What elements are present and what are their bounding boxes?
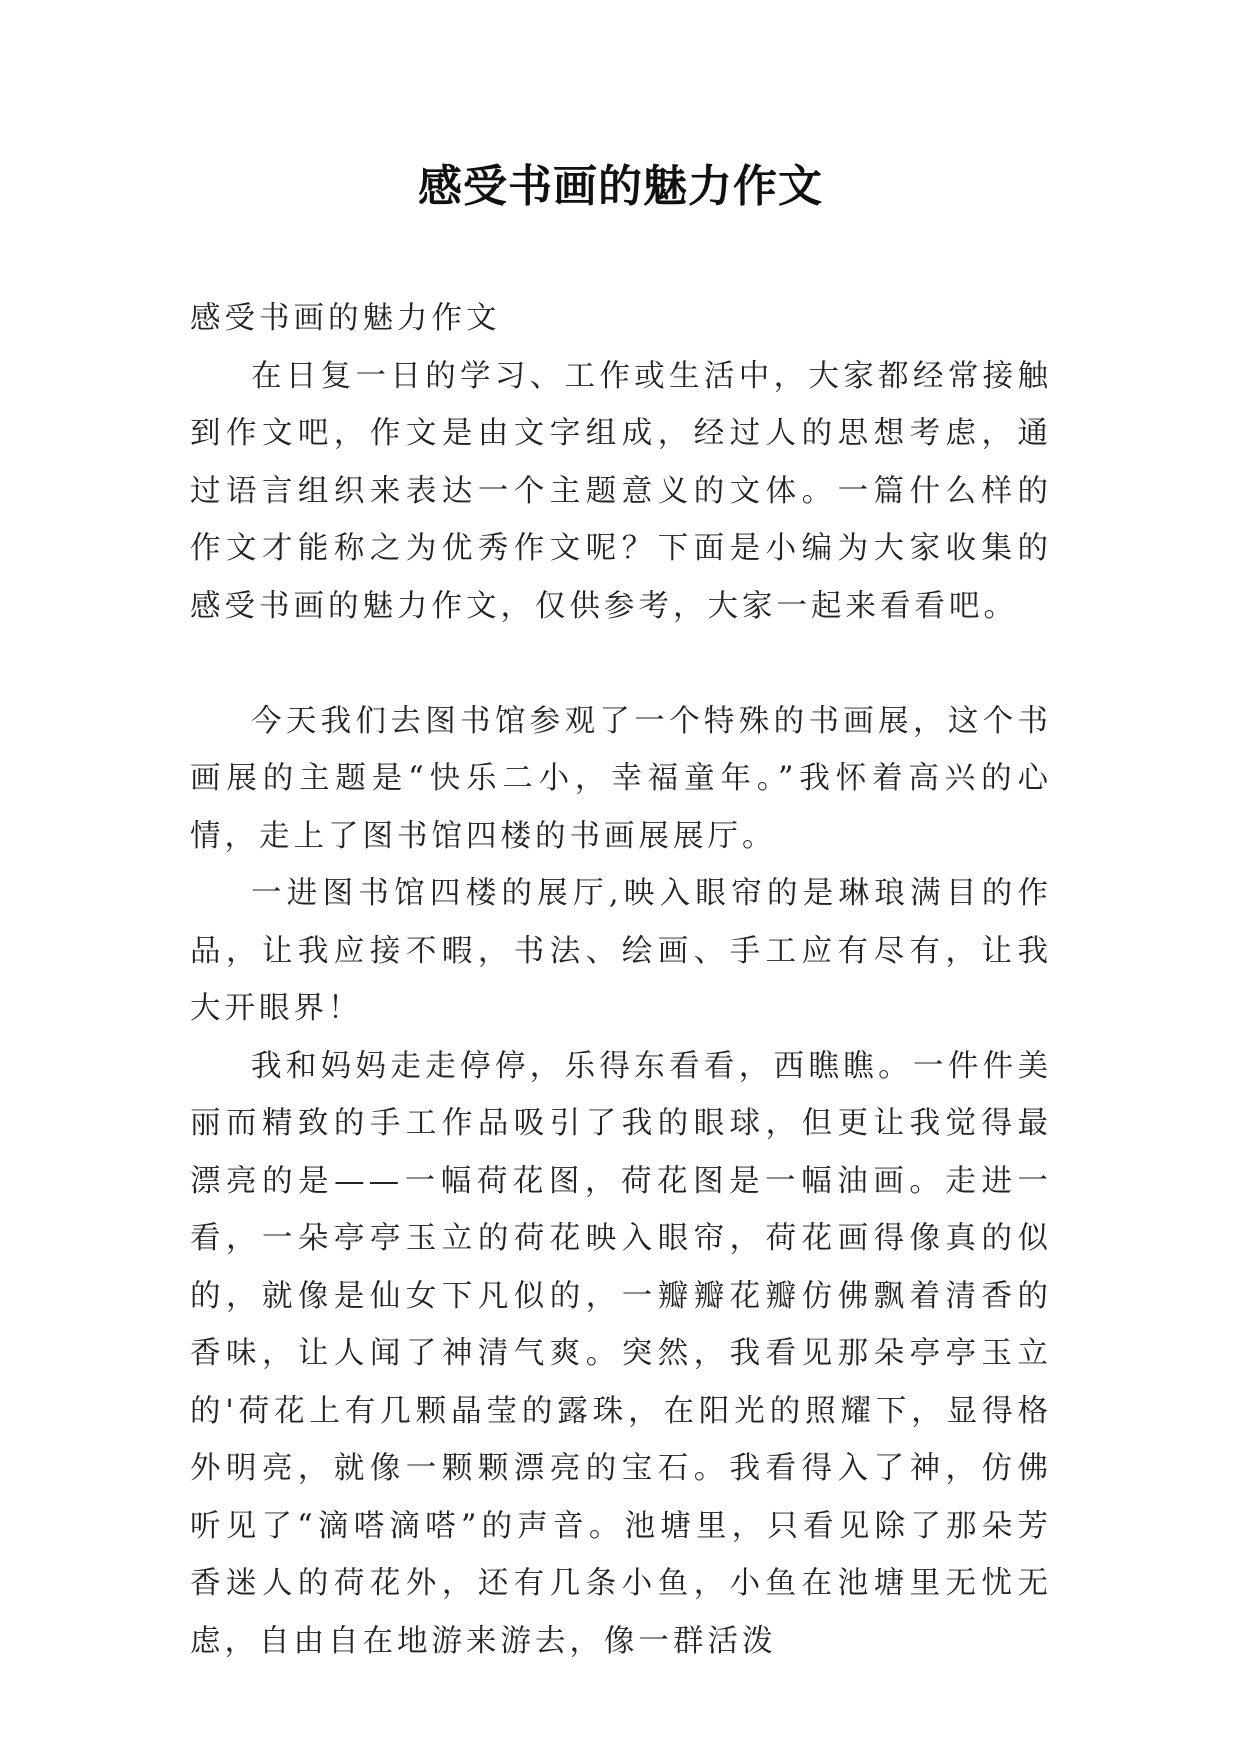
paragraph-library-visit: 今天我们去图书馆参观了一个特殊的书画展，这个书画展的主题是“快乐二小，幸福童年。”我怀着高兴的心情，走上了图书馆四楼的书画展展厅。 xyxy=(190,703,1052,854)
document-title: 感受书画的魅力作文 xyxy=(418,161,823,212)
paragraph-intro: 在日复一日的学习、工作或生活中，大家都经常接触到作文吧，作文是由文字组成，经过人的思想考虑，通过语言组织来表达一个主题意义的文体。一篇什么样的作文才能称之为优秀作文呢？下面是小编为大家收集的感受书画的魅力作文，仅供参考，大家一起来看看吧。 xyxy=(190,358,1052,624)
paragraph-spacer xyxy=(190,635,1052,693)
document-body xyxy=(190,290,1052,1670)
paragraph-exhibition-hall: 一进图书馆四楼的展厅,映入眼帘的是琳琅满目的作品，让我应接不暇，书法、绘画、手工应有尽有，让我大开眼界！ xyxy=(190,876,1052,1026)
paragraph-lotus-painting: 我和妈妈走走停停，乐得东看看，西瞧瞧。一件件美丽而精致的手工作品吸引了我的眼球，但更让我觉得最漂亮的是——一幅荷花图，荷花图是一幅油画。走进一看，一朵亭亭玉立的荷花映入眼帘，荷花画得像真的似的，就像是仙女下凡似的，一瓣瓣花瓣仿佛飘着清香的香味，让人闻了神清气爽。突然，我看见那朵亭亭玉立的'荷花上有几颗晶莹的露珠，在阳光的照耀下，显得格外明亮，就像一颗颗漂亮的宝石。我看得入了神，仿佛听见了“滴嗒滴嗒”的声音。池塘里，只看见除了那朵芳香迷人的荷花外，还有几条小鱼，小鱼在池塘里无忧无虑，自由自在地游来游去，像一群活泼 xyxy=(190,1048,1052,1659)
document-subtitle: 感受书画的魅力作文 xyxy=(190,301,501,336)
